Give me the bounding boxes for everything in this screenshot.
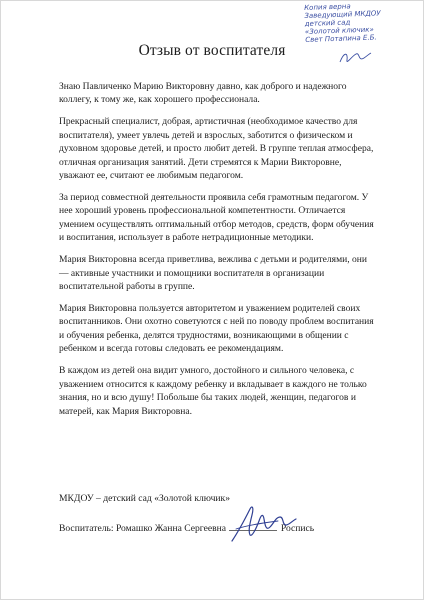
teacher-signature-line xyxy=(59,521,389,535)
certification-line: Заведующий МКДОУ xyxy=(304,9,381,21)
certification-line: Свет Потапина Е.Б. xyxy=(305,33,377,45)
paragraph: За период совместной деятельности проявила себя грамотным педагогом. У нее хороший уровень профессиональной компетентности. Отличается умением осуществлять оптимальный отбор методов, средств, форм обучения и воспитания, использует в работе нетрадиционные методики. xyxy=(59,192,374,244)
organization-line: МКДОУ – детский сад «Золотой ключик» xyxy=(59,493,230,504)
certification-line: детский сад xyxy=(304,18,351,29)
paragraph: Мария Викторовна всегда приветлива, вежлива с детьми и родителями, они — активные участники и помощники воспитателя в организации воспитательной работы в группе. xyxy=(59,254,367,293)
certification-line: Копия верна xyxy=(304,2,351,12)
paragraph: В каждом из детей она видит умного, достойного и сильного человека, с уважением относится к каждому ребенку и вкладывает в каждого не только знания, но и всю душу! Побольше бы таких людей, женщин, педагогов и матерей, как Мария Викторовна. xyxy=(59,365,367,417)
signature-label: Роспись xyxy=(280,523,315,534)
paragraph: Мария Викторовна пользуется авторитетом и уважением родителей своих воспитанников. Они охотно советуются с ней по поводу проблем воспитания и обучения ребенка, делятся трудностями, возникающими в общении с ребенком и всегда готовы следовать ее рекомендациям. xyxy=(59,303,374,355)
handwritten-signature xyxy=(226,499,300,547)
certification-line: «Золотой ключик» xyxy=(304,25,374,37)
document-body xyxy=(59,80,377,427)
paragraph: Прекрасный специалист, добрая, артистичная (необходимое качество для воспитателя), умеет увлечь детей и взрослых, заботится о физическом и духовном здоровье детей, и просто любит детей. В группе теплая атмосфера, отличная организация занятий. Дети стремятся к Марии Викторовне, уважают ее, считают ее любимым педагогом. xyxy=(59,116,374,182)
document-title: Отзыв от воспитателя xyxy=(138,42,286,59)
paragraph: Знаю Павличенко Марию Викторовну давно, как доброго и надежного коллегу, к тому же, как хорошего профессионала. xyxy=(59,81,347,106)
teacher-name: Воспитатель: Ромашко Жанна Сергеевна xyxy=(59,523,227,534)
